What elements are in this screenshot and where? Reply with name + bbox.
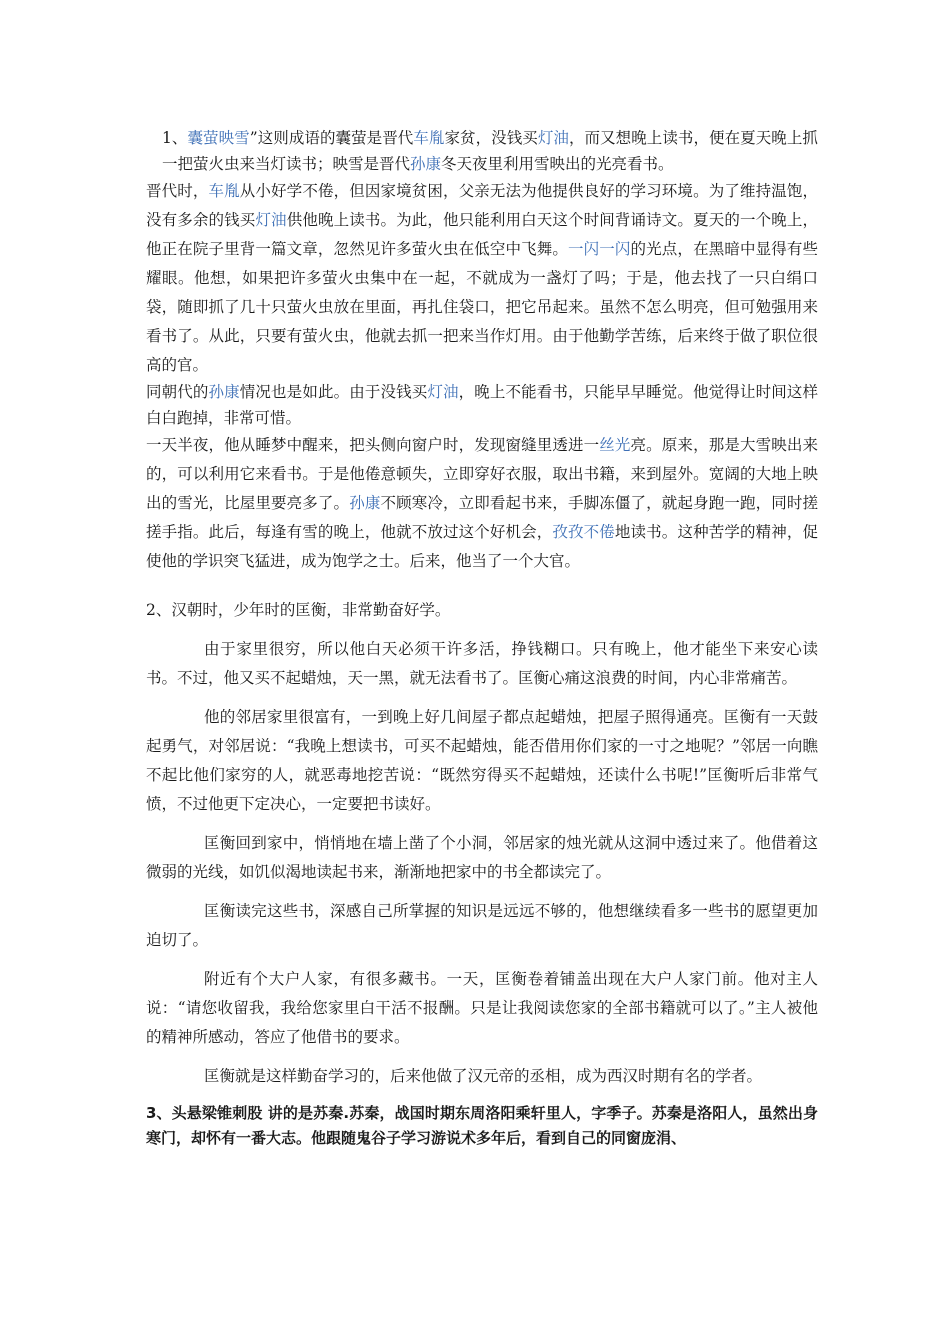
section-1 [146, 126, 818, 576]
paragraph: 3、头悬梁锥刺股 讲的是苏秦.苏秦，战国时期东周洛阳乘轩里人，字季子。苏秦是洛阳人，虽然出身寒门，却怀有一番大志。他跟随鬼谷子学习游说术多年后，看到自己的同窗庞涓、 [146, 1104, 818, 1147]
section-heading: 2、汉朝时，少年时的匡衡，非常勤奋好学。 [146, 601, 451, 619]
person-link[interactable]: 孙康 [208, 383, 240, 401]
text: ”这则成语的囊萤是晋代 [249, 129, 414, 147]
text: 地读书。这种苦学的精神，促使他的学识突飞猛进，成为饱学之士。后来，他当了一个大官。 [146, 523, 818, 570]
section-number: 1、 [162, 129, 188, 147]
section-3 [146, 1101, 818, 1151]
person-link[interactable]: 车胤 [208, 182, 240, 200]
paragraph: 匡衡回到家中，悄悄地在墙上凿了个小洞，邻居家的烛光就从这洞中透过来了。他借着这微弱的光线，如饥似渴地读起书来，渐渐地把家中的书全都读完了。 [146, 834, 818, 881]
person-link[interactable]: 孙康 [410, 154, 442, 173]
text: 一天半夜，他从睡梦中醒来，把头侧向窗户时，发现窗缝里透进一 [146, 436, 600, 454]
text: 不顾寒冷，立即看起书来，手脚冻僵了，就起身跑一跑，同时搓搓手指。此后，每逢有雪的晚上，他就不放过这个好机会， [146, 494, 818, 541]
text: 晋代时， [146, 182, 209, 200]
paragraph: 匡衡读完这些书，深感自己所掌握的知识是远远不够的，他想继续看多一些书的愿望更加迫切了。 [146, 902, 818, 949]
document-body [146, 126, 818, 1151]
text: 同朝代的 [146, 383, 209, 401]
paragraph [146, 380, 818, 431]
text: 情况也是如此。由于没钱买 [239, 383, 428, 401]
text: 家贫，没钱买 [444, 129, 538, 147]
term-link[interactable]: 灯油 [537, 129, 569, 147]
person-link[interactable]: 孙康 [349, 494, 381, 512]
text: ，而又想晚上读书，便在夏天晚上抓一把萤火虫来当灯读书；映雪是晋代 [162, 129, 818, 173]
person-link[interactable]: 车胤 [413, 129, 445, 147]
section-2 [146, 596, 818, 1091]
paragraph: 附近有个大户人家，有很多藏书。一天，匡衡卷着铺盖出现在大户人家门前。他对主人说：“请您收留我，我给您家里白干活不报酬。只是让我阅读您家的全部书籍就可以了。”主人被他的精神所感动，答应了他借书的要求。 [146, 970, 818, 1046]
paragraph [146, 177, 818, 380]
term-link[interactable]: 孜孜不倦 [552, 523, 615, 541]
paragraph: 由于家里很穷，所以他白天必须干许多活，挣钱糊口。只有晚上，他才能坐下来安心读书。不过，他又买不起蜡烛，天一黑，就无法看书了。匡衡心痛这浪费的时间，内心非常痛苦。 [146, 640, 818, 687]
text: ，晚上不能看书，只能早早睡觉。他觉得让时间这样白白跑掉，非常可惜。 [146, 383, 818, 427]
text: 冬天夜里利用雪映出的光亮看书。 [441, 154, 674, 173]
text: 从小好学不倦，但因家境贫困，父亲无法为他提供良好的学习环境。为了维持温饱，没有多余的钱买 [146, 182, 818, 229]
text: 亮。原来，那是大雪映出来的，可以利用它来看书。于是他倦意顿失，立即穿好衣服，取出书籍，来到屋外。宽阔的大地上映出的雪光，比屋里要亮多了。 [146, 436, 818, 512]
term-link[interactable]: 丝光 [599, 436, 631, 454]
idiom-link[interactable]: 囊萤映雪 [187, 129, 250, 147]
term-link[interactable]: 灯油 [427, 383, 459, 401]
text: 的光点，在黑暗中显得有些耀眼。他想，如果把许多萤火虫集中在一起，不就成为一盏灯了吗；于是，他去找了一只白绢口袋，随即抓了几十只萤火虫放在里面，再扎住袋口，把它吊起来。虽然不怎么明亮，但可勉强用来看书了。从此，只要有萤火虫，他就去抓一把来当作灯用。由于他勤学苦练，后来终于做了职位很高的官。 [146, 240, 818, 374]
term-link[interactable]: 灯油 [255, 211, 287, 229]
paragraph: 匡衡就是这样勤奋学习的，后来他做了汉元帝的丞相，成为西汉时期有名的学者。 [204, 1067, 763, 1085]
paragraph [146, 126, 818, 177]
term-link[interactable]: 一闪一闪 [568, 240, 631, 258]
text: 供他晚上读书。为此，他只能利用白天这个时间背诵诗文。夏天的一个晚上，他正在院子里背一篇文章，忽然见许多萤火虫在低空中飞舞。 [146, 211, 818, 258]
paragraph [146, 431, 818, 576]
paragraph: 他的邻居家里很富有，一到晚上好几间屋子都点起蜡烛，把屋子照得通亮。匡衡有一天鼓起勇气，对邻居说：“我晚上想读书，可买不起蜡烛，能否借用你们家的一寸之地呢？”邻居一向瞧不起比他们家穷的人，就恶毒地挖苦说：“既然穷得买不起蜡烛，还读什么书呢!”匡衡听后非常气愤，不过他更下定决心，一定要把书读好。 [146, 708, 818, 813]
